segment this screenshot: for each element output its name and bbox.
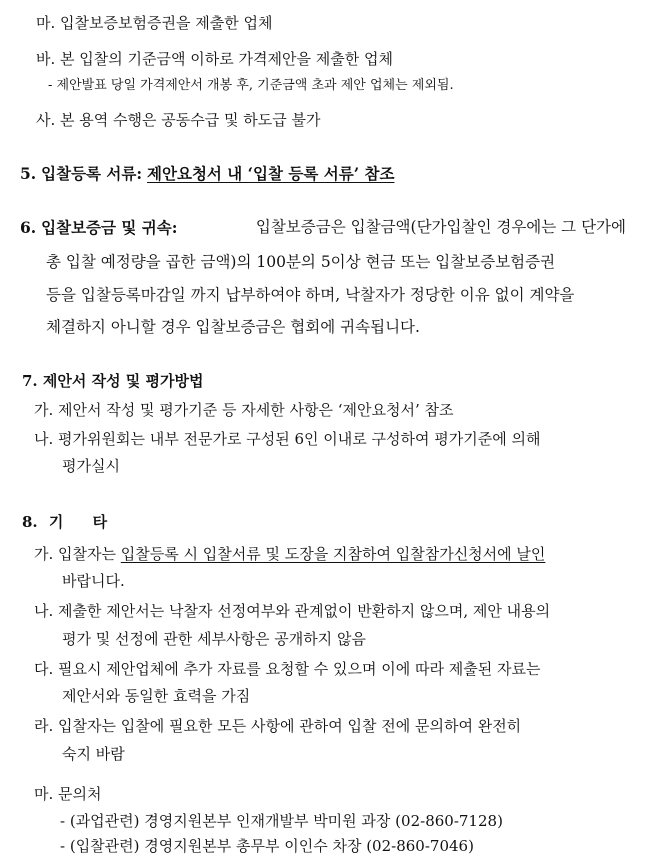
- section-number: 6.: [20, 218, 37, 237]
- item-marker: 가.: [34, 401, 54, 419]
- item-marker: 나.: [34, 602, 54, 620]
- item-text: 평가위원회는 내부 전문가로 구성된 6인 이내로 구성하여 평가기준에 의해: [58, 430, 541, 448]
- section-title-part: 타: [92, 513, 108, 531]
- section8-item-ma: [34, 787, 102, 802]
- section6-line-4: 체결하지 아니할 경우 입찰보증금은 협회에 귀속됩니다.: [46, 318, 420, 336]
- item-text: 본 용역 수행은 공동수급 및 하도급 불가: [60, 111, 321, 129]
- section-text: 입찰보증금은 입찰금액(단가입찰인 경우에는 그 단가에: [255, 218, 626, 236]
- section-text: 제안요청서 내 ‘입찰 등록 서류’ 참조: [147, 164, 395, 183]
- section8-item-ra: [34, 719, 521, 734]
- item-ba: [36, 52, 393, 67]
- section8-item-ra-cont: 숙지 바람: [62, 745, 125, 763]
- section5-heading: [20, 166, 394, 183]
- section-number: 5.: [20, 164, 37, 183]
- section6-line-3: 등을 입찰등록마감일 까지 납부하여야 하며, 낙찰자가 정당한 이유 없이 계약을: [46, 286, 575, 304]
- item-marker: 가.: [34, 545, 54, 563]
- section-number: 8.: [22, 513, 38, 531]
- item-marker: 다.: [34, 660, 54, 678]
- contact-line-2: - (입찰관련) 경영지원본부 총무부 이인수 차장 (02-860-7046): [60, 837, 474, 855]
- item-marker: 라.: [34, 717, 54, 735]
- section6-line-1: [20, 220, 626, 237]
- item-marker: 사.: [36, 111, 56, 129]
- section7-item-ga: [34, 403, 454, 418]
- item-marker: 마.: [36, 14, 56, 32]
- section-title: 입찰보증금 및 귀속:: [41, 218, 178, 237]
- contact-line-1: - (과업관련) 경영지원본부 인재개발부 박미원 과장 (02-860-7128): [60, 812, 503, 830]
- item-text: 입찰자는: [58, 545, 117, 563]
- section8-item-ga-cont: 바랍니다.: [62, 572, 125, 590]
- section8-item-da-cont: 제안서와 동일한 효력을 가짐: [62, 687, 251, 705]
- section-title: 입찰등록 서류:: [41, 164, 143, 183]
- item-text: 본 입찰의 기준금액 이하로 가격제안을 제출한 업체: [60, 50, 393, 68]
- item-sa: [36, 113, 321, 128]
- section8-item-ga: [34, 547, 545, 562]
- item-text: 제출한 제안서는 낙찰자 선정여부와 관계없이 반환하지 않으며, 제안 내용의: [58, 602, 551, 620]
- item-marker: 바.: [36, 50, 56, 68]
- item-text: 입찰자는 입찰에 필요한 모든 사항에 관하여 입찰 전에 문의하여 완전히: [58, 717, 522, 735]
- item-text: 문의처: [58, 785, 102, 803]
- item-ma: [36, 16, 272, 31]
- section8-item-da: [34, 662, 540, 677]
- section8-item-na-cont: 평가 및 선정에 관한 세부사항은 공개하지 않음: [62, 630, 366, 648]
- item-marker: 마.: [34, 785, 54, 803]
- item-text: 필요시 제안업체에 추가 자료를 요청할 수 있으며 이에 따라 제출된 자료는: [58, 660, 541, 678]
- item-underlined-text: 입찰등록 시 입찰서류 및 도장을 지참하여 입찰참가신청서에 날인: [120, 545, 546, 563]
- section7-heading: 7. 제안서 작성 및 평가방법: [22, 372, 204, 390]
- section7-item-na-cont: 평가실시: [62, 457, 120, 475]
- section7-item-na: [34, 432, 540, 447]
- section-title-part: 기: [48, 513, 64, 531]
- section8-heading: [22, 515, 107, 530]
- item-marker: 나.: [34, 430, 54, 448]
- item-text: 입찰보증보험증권을 제출한 업체: [60, 14, 273, 32]
- section6-line-2: 총 입찰 예정량을 곱한 금액)의 100분의 5이상 현금 또는 입찰보증보험증권: [46, 253, 556, 271]
- section8-item-na: [34, 604, 550, 619]
- item-ba-note: - 제안발표 당일 가격제안서 개봉 후, 기준금액 초과 제안 업체는 제외됨.: [48, 78, 454, 93]
- item-text: 제안서 작성 및 평가기준 등 자세한 사항은 ‘제안요청서’ 참조: [58, 401, 454, 419]
